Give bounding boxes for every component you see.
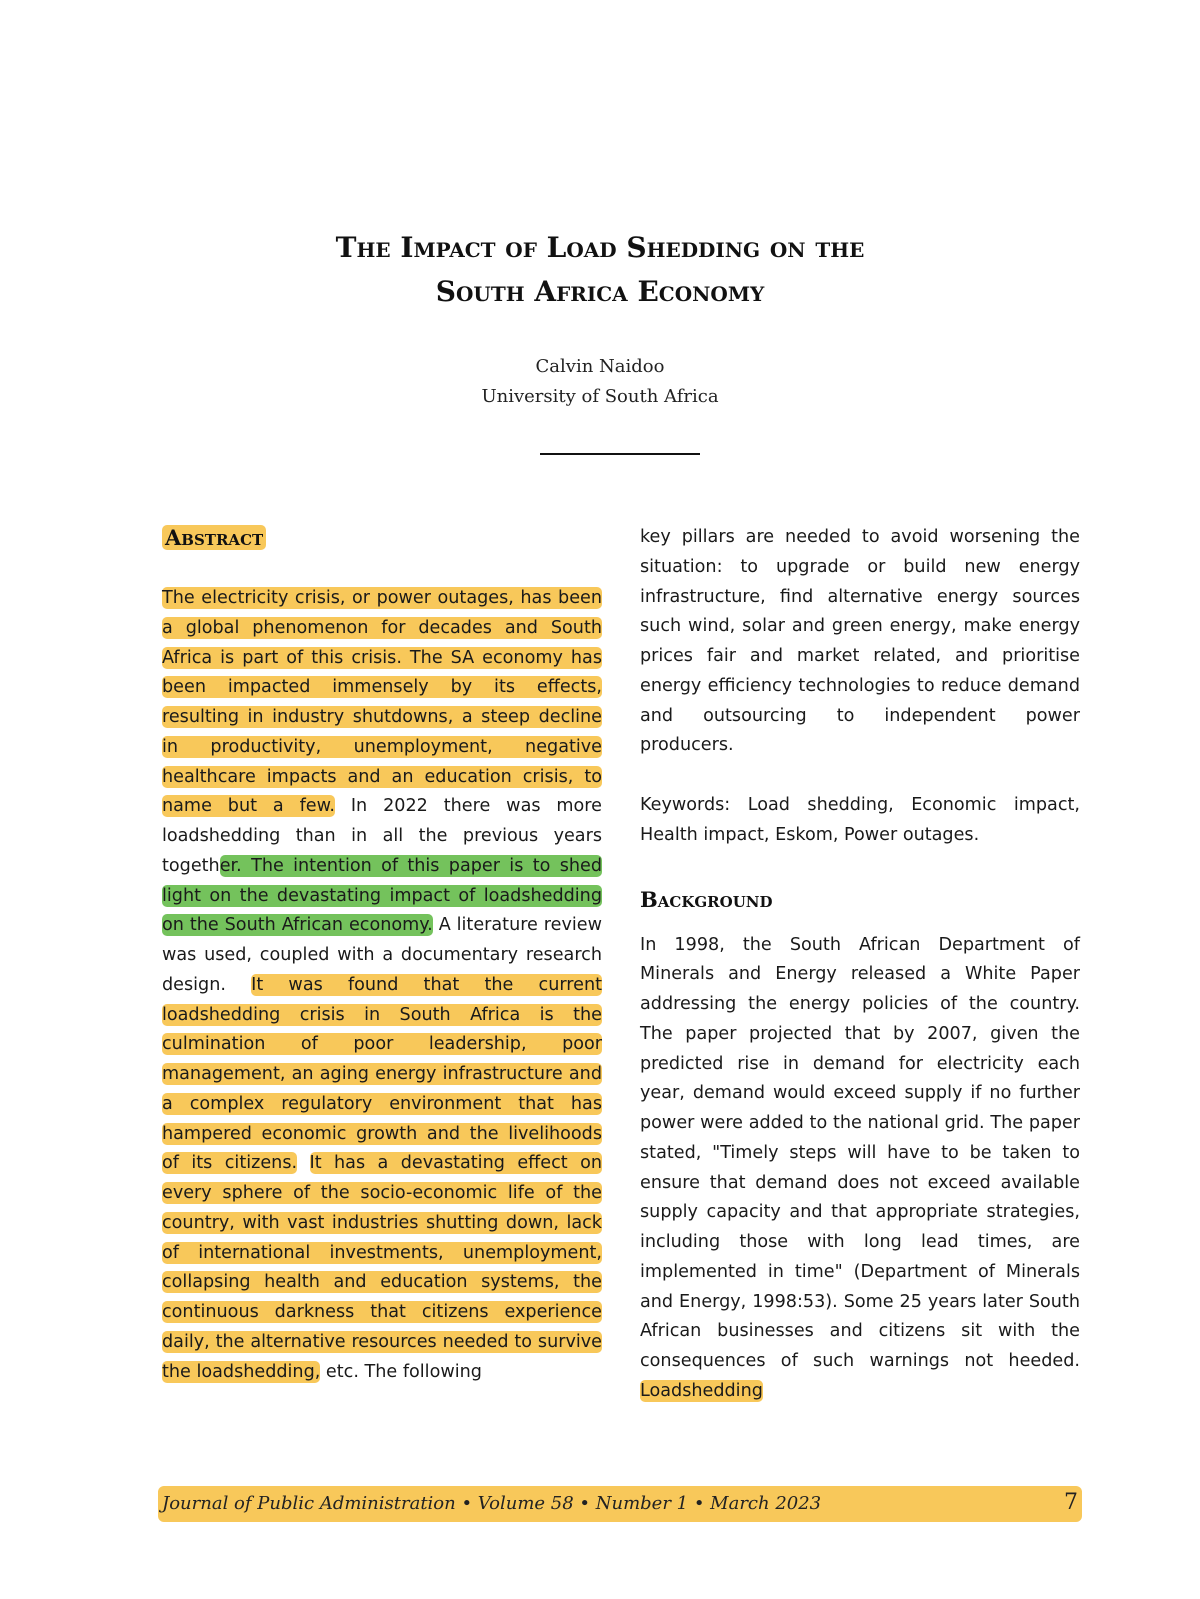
keywords (640, 791, 1080, 851)
abstract-text (297, 1153, 309, 1173)
highlight-yellow: Loadshedding (640, 1380, 763, 1401)
journal-footer (158, 1486, 1082, 1522)
background-text: In 1998, the South African Department of Minerals and Energy released a White Paper addressing the energy policies of the country. The paper projected that by 2007, given the predicted rise in demand for electricity each year, demand would exceed supply if no further power were added to the national grid. The paper stated, "Timely steps will have to be taken to ensure that demand does not exceed available supply capacity and that appropriate strategies, including those with long lead times, are implemented in time" (Department of Minerals and Energy, 1998:53). Some 25 years later South African businesses and citizens sit with the consequences of such warnings not heeded. (640, 934, 1080, 1371)
highlight-yellow: It has a devastating effect on every sphere of the socio-economic life of the country, with vast industries shutting down, lack of international investments, unemployment, collapsing health and education systems, the continuous darkness that citizens experience daily, the alternative resources needed to survive the loadshedding, (162, 1153, 602, 1382)
title-divider (540, 453, 700, 455)
abstract-text: etc. The following (320, 1361, 482, 1382)
author-name: Calvin Naidoo (535, 356, 665, 377)
highlight-yellow: It was found that the current loadshedding crisis in South Africa is the culmination of poor leadership, poor management, an aging energy infrastructure and a complex regulatory environment that has hampered economic growth and the livelihoods of its citizens. (162, 974, 602, 1174)
author-block (0, 352, 1200, 412)
keywords-text: Load shedding, Economic impact, Health impact, Eskom, Power outages. (640, 795, 1080, 845)
title-line-2: South Africa Economy (435, 275, 765, 308)
background-heading: Background (640, 886, 773, 912)
journal-citation: Journal of Public Administration • Volume 58 • Number 1 • March 2023 (162, 1493, 822, 1514)
title-line-1: The Impact of Load Shedding on the (335, 231, 865, 264)
background-paragraph (640, 931, 1080, 1407)
highlight-green: er. The intention of this paper is to shed light on the devastating impact of loadshedding on the South African economy. (162, 855, 602, 936)
paper-title (0, 226, 1200, 314)
keywords-label: Keywords: (640, 795, 731, 815)
author-affiliation: University of South Africa (481, 386, 719, 407)
highlight-yellow: The electricity crisis, or power outages, has been a global phenomenon for decades and South Africa is part of this crisis. The SA economy has been impacted immensely by its effects, resulting in industry shutdowns, a steep decline in productivity, unemployment, negative healthcare impacts and an education crisis, to name but a few. (162, 588, 602, 817)
abstract-heading (162, 523, 602, 553)
abstract-continued: key pillars are needed to avoid worsening the situation: to upgrade or build new energy infrastructure, find alternative energy sources such wind, solar and green energy, make energy prices fair and market related, and prioritise energy efficiency technologies to reduce demand and outsourcing to independent power producers. (640, 527, 1080, 756)
left-column (162, 523, 602, 1387)
abstract-heading-text: Abstract (162, 525, 266, 550)
abstract-text: A literature review was used, coupled with a documentary research design. (162, 915, 602, 995)
abstract-paragraph (162, 584, 602, 1387)
page-number: 7 (1064, 1490, 1078, 1515)
right-column (640, 523, 1080, 1407)
abstract-text: In 2022 there was more loadshedding than in all the previous years togeth (162, 796, 602, 876)
